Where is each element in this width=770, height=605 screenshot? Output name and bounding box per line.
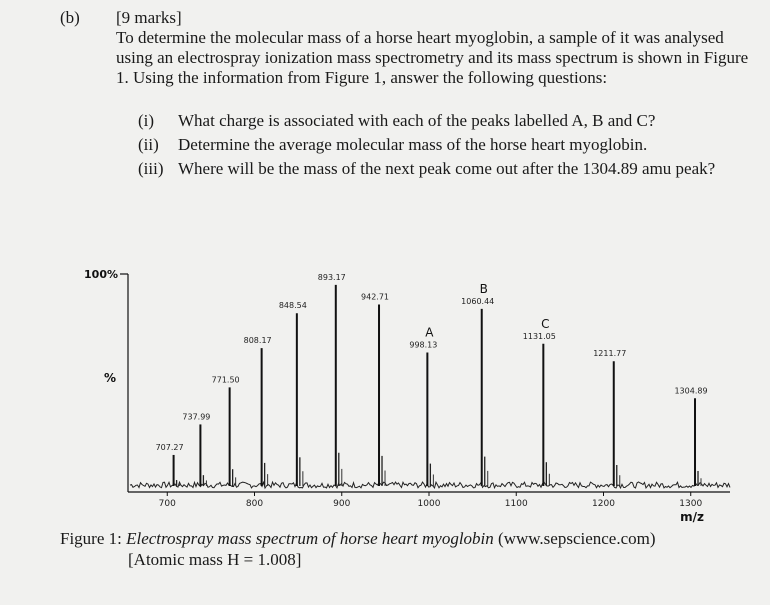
sub-question-number: (iii) [138,159,164,178]
caption-prefix: Figure 1: [60,529,127,548]
sub-question-number: (i) [138,111,155,130]
marks-label: [9 marks] [116,8,182,27]
x-tick-label: 1200 [592,499,615,509]
peak-label: 771.50 [211,375,240,385]
peak-letter-C: C [541,316,550,331]
mass-spectrum-chart [0,260,770,528]
peak-labels [156,273,708,452]
x-tick-label: 1000 [417,499,441,509]
x-tick-label: 1300 [679,499,703,509]
peak-label: 1211.77 [593,349,627,359]
atomic-mass-note: [Atomic mass H = 1.008] [128,550,302,569]
sub-question-text: What charge is associated with each of the peaks labelled A, B and C? [178,111,656,130]
peak-label: 707.27 [155,442,184,452]
x-axis-label: m/z [680,510,704,524]
y-axis-top-label: 100% [84,268,118,281]
peak-label: 737.99 [182,412,211,422]
sub-question-i [138,111,655,131]
y-axis-label: % [103,371,117,385]
x-tick-label: 700 [158,499,176,509]
peak-label: 1304.89 [674,386,708,396]
peak-label: 942.71 [361,292,390,302]
sub-question-text: Where will be the mass of the next peak come out after the 1304.89 amu peak? [178,159,716,178]
sub-question-number: (ii) [138,135,159,154]
peak-series [174,285,701,486]
peak-label: 1060.44 [461,296,495,306]
peak-label: 808.17 [243,336,272,346]
question-intro: To determine the molecular mass of a horse heart myoglobin, a sample of it was analysed using an electrospray ionization mass spectrometry and its mass spectrum is shown in Figure 1. Using the information from Figure 1, answer the following questions: [116,28,749,87]
x-tick-label: 1100 [504,499,528,509]
peak-label: 893.17 [317,272,346,282]
peak-label: 1131.05 [522,331,556,341]
sub-question-iii [138,159,758,179]
peak-label: 848.54 [278,301,307,311]
caption-source: (www.sepscience.com) [493,529,656,548]
question-label: (b) [60,8,80,27]
figure-caption [60,529,656,549]
peak-letter-A: A [425,325,434,340]
peak-letter-B: B [479,281,488,296]
x-tick-label: 800 [245,499,264,509]
x-tick-label: 900 [333,499,351,509]
caption-title: Electrospray mass spectrum of horse heart myoglobin [126,529,494,548]
peak-label: 998.13 [409,340,438,350]
sub-question-text: Determine the average molecular mass of the horse heart myoglobin. [178,135,648,154]
sub-question-ii [138,135,647,155]
